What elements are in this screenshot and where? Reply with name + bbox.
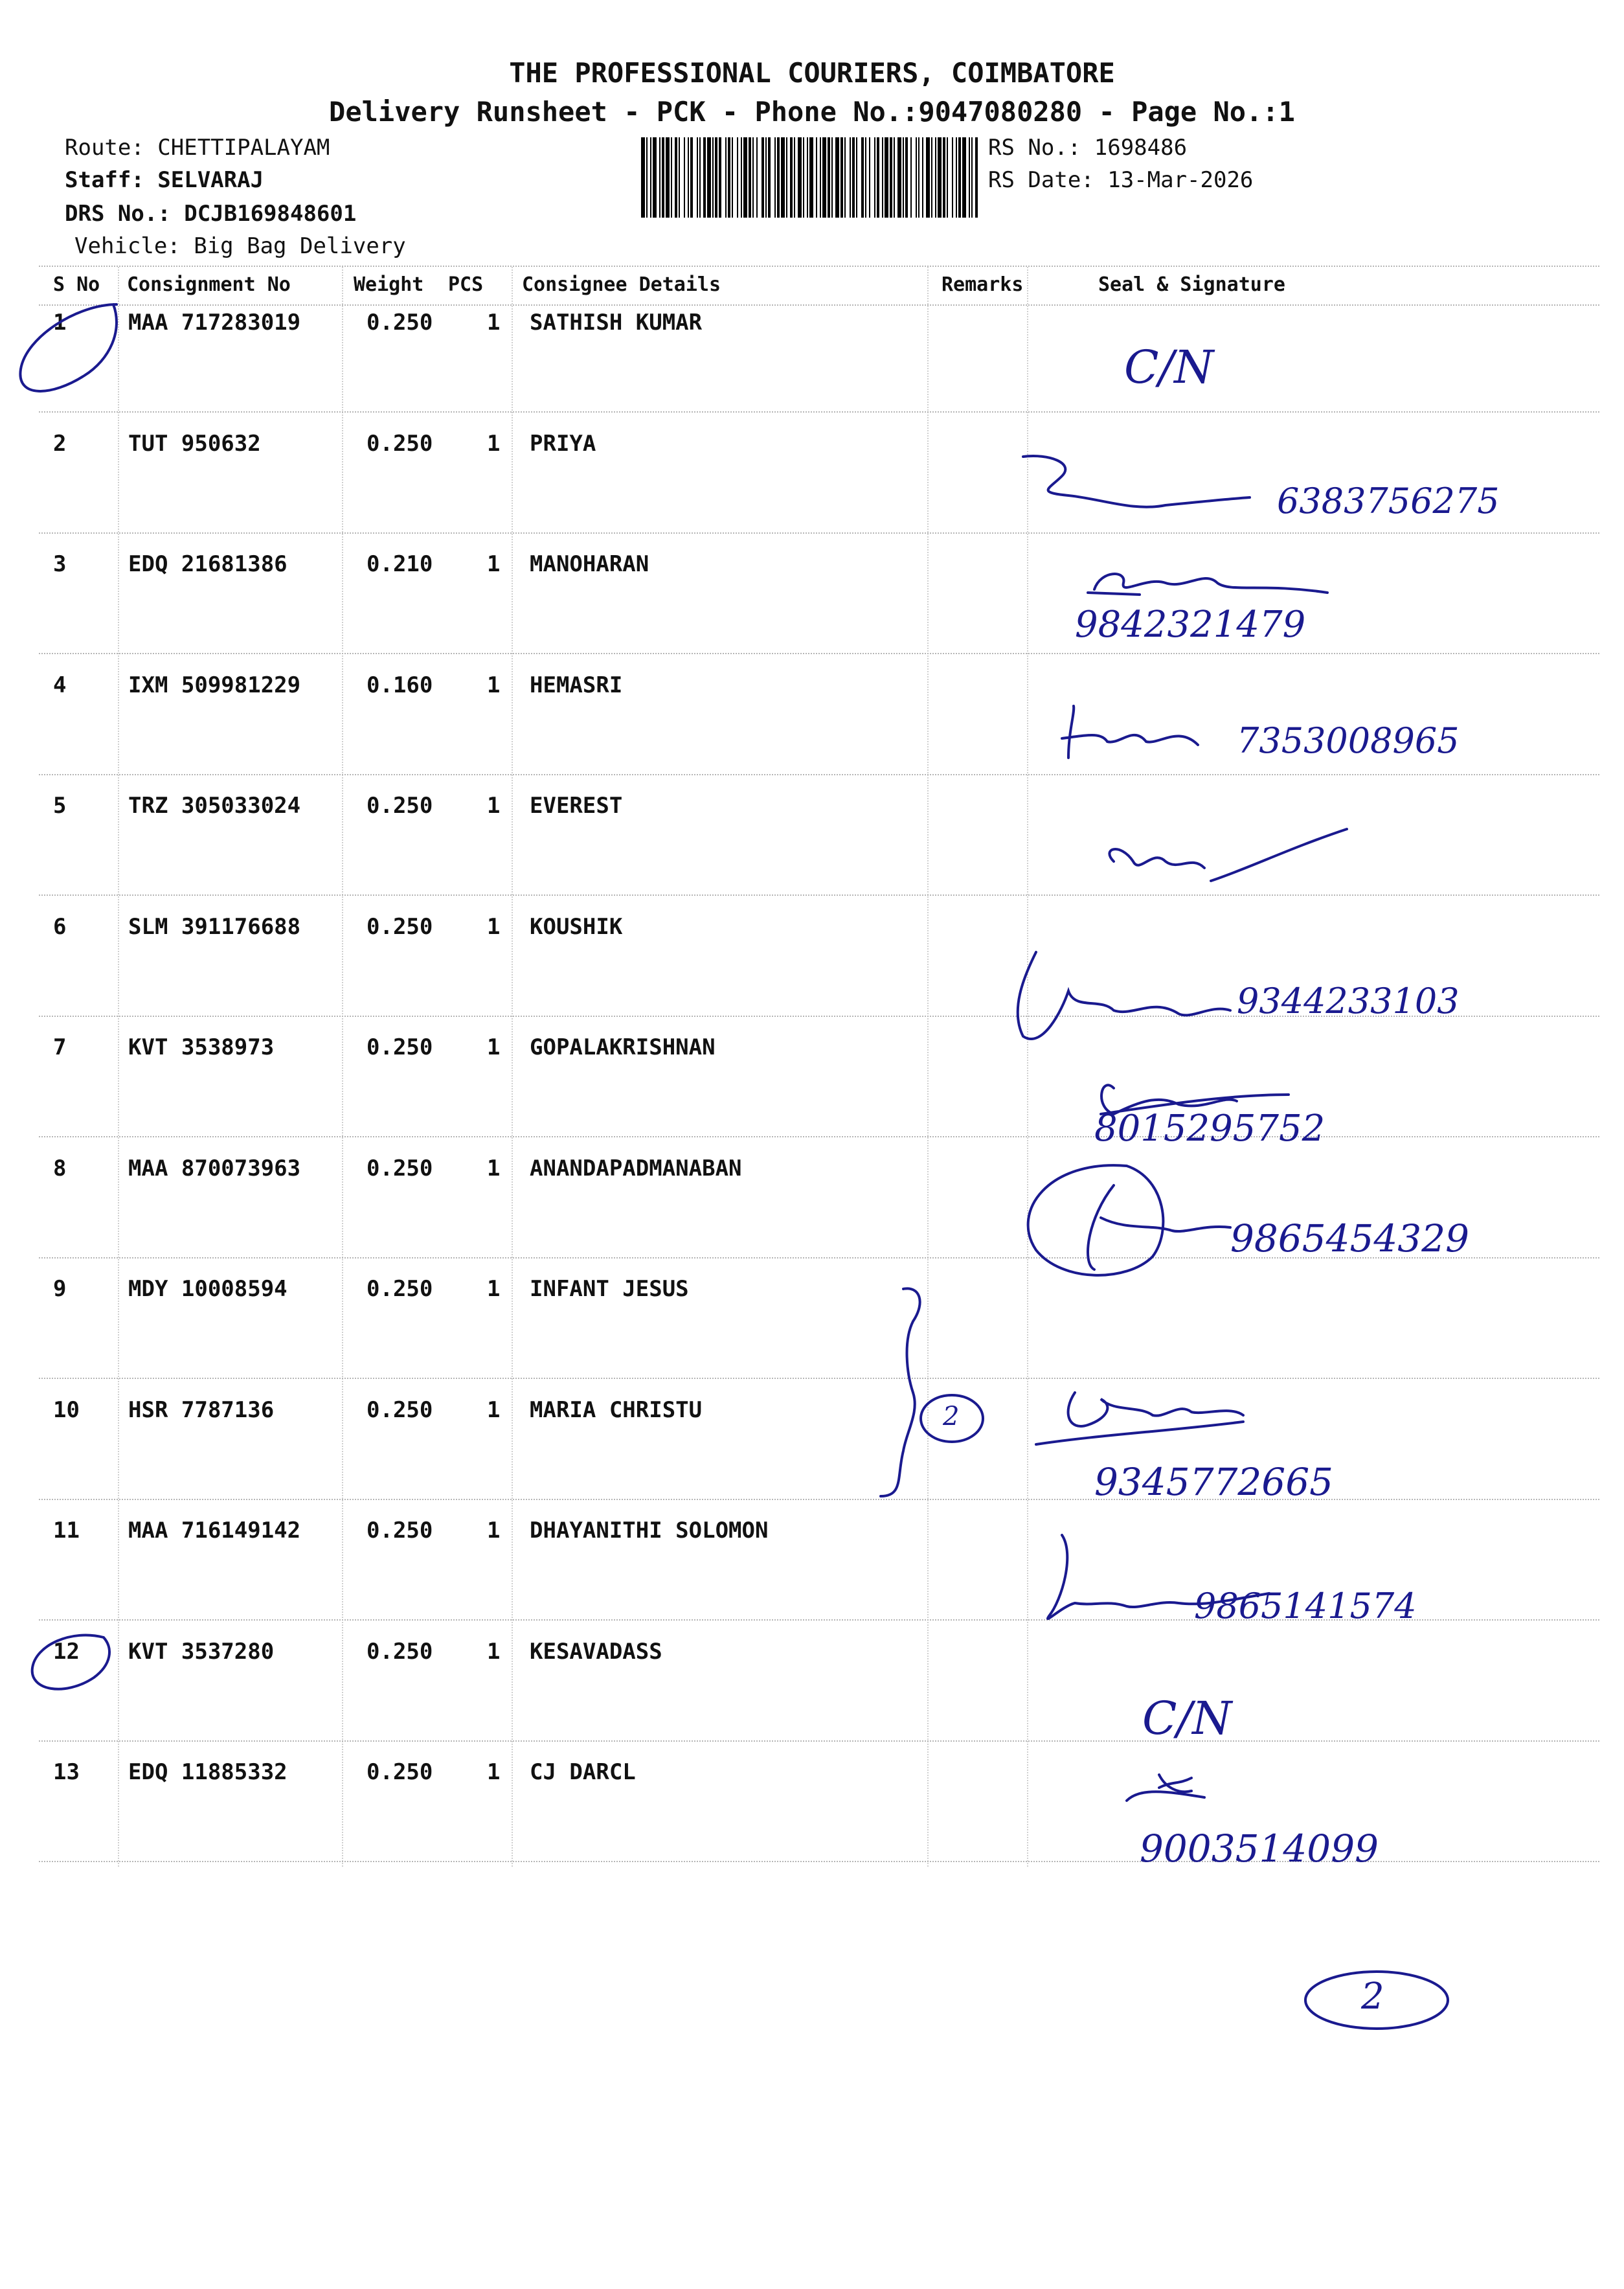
row-weight: 0.250 xyxy=(367,310,433,336)
barcode-bar xyxy=(922,137,923,218)
barcode-bar xyxy=(768,137,771,218)
signature-row-10 xyxy=(1036,1393,1243,1444)
handwritten-phone-row-2: 6383756275 xyxy=(1277,481,1500,521)
handwritten-phone-row-13: 9003514099 xyxy=(1140,1827,1379,1871)
barcode xyxy=(641,137,978,218)
barcode-bar xyxy=(975,137,978,218)
bracket-rows-9-10 xyxy=(881,1288,920,1496)
barcode-bar xyxy=(952,137,953,218)
col-separator xyxy=(927,267,929,1867)
barcode-bar xyxy=(820,137,821,218)
row-pcs: 1 xyxy=(487,551,501,577)
row-consignment: EDQ 11885332 xyxy=(128,1759,288,1785)
barcode-bar xyxy=(781,137,785,218)
row-pcs: 1 xyxy=(487,672,501,698)
handwritten-phone-row-3: 9842321479 xyxy=(1075,604,1306,646)
row-weight: 0.250 xyxy=(367,1759,433,1785)
barcode-bar xyxy=(931,137,932,218)
runsheet-subtitle: Delivery Runsheet - PCK - Phone No.:9047080280 - Page No.:1 xyxy=(329,96,1295,128)
header-rule xyxy=(39,304,1599,306)
barcode-bar xyxy=(749,137,751,218)
row-consignee: MARIA CHRISTU xyxy=(530,1397,703,1423)
barcode-bar xyxy=(699,137,701,218)
barcode-bar xyxy=(865,137,866,218)
barcode-bar xyxy=(943,137,945,218)
row-weight: 0.250 xyxy=(367,1639,433,1665)
row-pcs: 1 xyxy=(487,1518,501,1543)
row-consignee: SATHISH KUMAR xyxy=(530,310,703,336)
row-consignment: HSR 7787136 xyxy=(128,1397,275,1423)
row-weight: 0.250 xyxy=(367,1034,433,1060)
barcode-bar xyxy=(671,137,672,218)
handwritten-phone-row-8: 9865454329 xyxy=(1230,1216,1470,1260)
row-consignment: SLM 391176688 xyxy=(128,914,301,940)
barcode-bar xyxy=(894,137,895,218)
barcode-bar xyxy=(725,137,727,218)
row-sno: 8 xyxy=(53,1156,67,1181)
barcode-bar xyxy=(962,137,966,218)
barcode-bar xyxy=(856,137,857,218)
row-consignee: KESAVADASS xyxy=(530,1639,662,1665)
row-pcs: 1 xyxy=(487,1276,501,1302)
row-sno: 3 xyxy=(53,551,67,577)
row-consignment: TRZ 305033024 xyxy=(128,793,301,819)
col-header-consignment: Consignment No xyxy=(127,273,291,296)
barcode-bar xyxy=(877,137,879,218)
row-pcs: 1 xyxy=(487,793,501,819)
barcode-bar xyxy=(679,137,680,218)
handwritten-phone-row-11: 9865141574 xyxy=(1194,1586,1417,1626)
row-consignment: MDY 10008594 xyxy=(128,1276,288,1302)
row-weight: 0.250 xyxy=(367,914,433,940)
row-sno: 10 xyxy=(53,1397,80,1423)
col-separator xyxy=(118,267,119,1867)
row-weight: 0.250 xyxy=(367,1156,433,1181)
barcode-bar xyxy=(890,137,892,218)
row-weight: 0.160 xyxy=(367,672,433,698)
barcode-bar xyxy=(737,137,738,218)
barcode-bar xyxy=(666,137,670,218)
row-consignment: TUT 950632 xyxy=(128,431,261,457)
row-consignee: DHAYANITHI SOLOMON xyxy=(530,1518,769,1543)
barcode-bar xyxy=(777,137,780,218)
barcode-bar xyxy=(835,137,839,218)
signature-row-13 xyxy=(1127,1775,1204,1801)
row-divider xyxy=(39,532,1599,534)
barcode-bar xyxy=(844,137,846,218)
row-divider xyxy=(39,411,1599,413)
barcode-bar xyxy=(903,137,904,218)
col-header-weight: Weight xyxy=(354,273,424,296)
row-sno: 4 xyxy=(53,672,67,698)
barcode-bar xyxy=(786,137,787,218)
row-consignment: MAA 716149142 xyxy=(128,1518,301,1543)
barcode-bar xyxy=(752,137,754,218)
row-divider xyxy=(39,894,1599,896)
barcode-bar xyxy=(790,137,793,218)
barcode-bar xyxy=(861,137,864,218)
row-consignee: HEMASRI xyxy=(530,672,623,698)
barcode-bar xyxy=(675,137,677,218)
barcode-bar xyxy=(807,137,808,218)
barcode-bar xyxy=(822,137,826,218)
row-consignee: PRIYA xyxy=(530,431,596,457)
rs-date: RS Date: 13-Mar-2026 xyxy=(988,167,1254,193)
col-separator xyxy=(1027,267,1028,1867)
row-consignment: MAA 717283019 xyxy=(128,310,301,336)
barcode-bar xyxy=(741,137,742,218)
row-sno: 7 xyxy=(53,1034,67,1060)
row-weight: 0.250 xyxy=(367,1397,433,1423)
row-consignee: ANANDAPADMANABAN xyxy=(530,1156,742,1181)
col-header-consignee: Consignee Details xyxy=(522,273,721,296)
barcode-bar xyxy=(882,137,883,218)
staff-label: Staff: SELVARAJ xyxy=(65,167,264,193)
signature-row-2 xyxy=(1023,456,1250,507)
row-pcs: 1 xyxy=(487,1639,501,1665)
barcode-bar xyxy=(761,137,764,218)
barcode-bar xyxy=(688,137,689,218)
barcode-bar xyxy=(809,137,813,218)
handwritten-phone-row-6: 9344233103 xyxy=(1237,981,1460,1021)
col-separator xyxy=(342,267,343,1867)
col-header-sno: S No xyxy=(53,273,100,296)
barcode-bar xyxy=(774,137,776,218)
barcode-bar xyxy=(869,137,870,218)
row-consignee: INFANT JESUS xyxy=(530,1276,689,1302)
row-weight: 0.250 xyxy=(367,431,433,457)
row-pcs: 1 xyxy=(487,914,501,940)
barcode-bar xyxy=(697,137,698,218)
row-divider xyxy=(39,653,1599,654)
barcode-graphic xyxy=(641,137,978,218)
barcode-bar xyxy=(926,137,930,218)
barcode-bar xyxy=(956,137,957,218)
row-consignment: KVT 3538973 xyxy=(128,1034,275,1060)
row-sno: 13 xyxy=(53,1759,80,1785)
barcode-bar xyxy=(885,137,888,218)
barcode-bar xyxy=(850,137,851,218)
col-header-seal: Seal & Signature xyxy=(1098,273,1285,296)
row-pcs: 1 xyxy=(487,310,501,336)
row-consignee: GOPALAKRISHNAN xyxy=(530,1034,716,1060)
company-title: THE PROFESSIONAL COURIERS, COIMBATORE xyxy=(509,57,1115,89)
barcode-bar xyxy=(703,137,706,218)
row-consignment: EDQ 21681386 xyxy=(128,551,288,577)
row-consignee: MANOHARAN xyxy=(530,551,649,577)
barcode-bar xyxy=(969,137,970,218)
row-sno: 6 xyxy=(53,914,67,940)
row-sno: 11 xyxy=(53,1518,80,1543)
row-pcs: 1 xyxy=(487,1759,501,1785)
row-pcs: 1 xyxy=(487,431,501,457)
row-divider xyxy=(39,1740,1599,1742)
handwritten-phone-row-10: 9345772665 xyxy=(1094,1460,1334,1504)
row-sno: 1 xyxy=(53,310,67,336)
row-pcs: 1 xyxy=(487,1397,501,1423)
handwritten-phone-row-7: 8015295752 xyxy=(1094,1108,1325,1150)
row-consignee: KOUSHIK xyxy=(530,914,623,940)
handwritten-remark-rows-9-10: 2 xyxy=(943,1402,960,1431)
barcode-bar xyxy=(971,137,973,218)
barcode-bar xyxy=(852,137,855,218)
barcode-bar xyxy=(947,137,948,218)
signature-row-5 xyxy=(1109,829,1347,881)
handwritten-cn-row-12: C/N xyxy=(1142,1692,1232,1745)
signature-row-4 xyxy=(1062,706,1198,758)
barcode-bar xyxy=(712,137,714,218)
row-weight: 0.250 xyxy=(367,1276,433,1302)
barcode-bar xyxy=(828,137,830,218)
barcode-bar xyxy=(938,137,942,218)
row-pcs: 1 xyxy=(487,1034,501,1060)
barcode-bar xyxy=(816,137,817,218)
barcode-bar xyxy=(840,137,843,218)
row-weight: 0.210 xyxy=(367,551,433,577)
row-sno: 12 xyxy=(53,1639,80,1665)
handwritten-phone-row-4: 7353008965 xyxy=(1237,720,1460,761)
barcode-bar xyxy=(659,137,660,218)
row-weight: 0.250 xyxy=(367,793,433,819)
drs-number: DRS No.: DCJB169848601 xyxy=(65,201,357,227)
row-divider xyxy=(39,1378,1599,1379)
barcode-bar xyxy=(690,137,693,218)
row-divider xyxy=(39,1136,1599,1137)
row-sno: 5 xyxy=(53,793,67,819)
signature-row-3 xyxy=(1088,574,1327,595)
barcode-bar xyxy=(831,137,833,218)
barcode-bar xyxy=(798,137,802,218)
signature-row-6 xyxy=(1018,952,1230,1039)
barcode-bar xyxy=(874,137,875,218)
row-consignee: CJ DARCL xyxy=(530,1759,636,1785)
row-pcs: 1 xyxy=(487,1156,501,1181)
row-consignment: MAA 870073963 xyxy=(128,1156,301,1181)
row-consignment: KVT 3537280 xyxy=(128,1639,275,1665)
barcode-bar xyxy=(719,137,721,218)
vehicle-label: Vehicle: Big Bag Delivery xyxy=(74,233,406,259)
barcode-bar xyxy=(897,137,901,218)
row-consignment: IXM 509981229 xyxy=(128,672,301,698)
barcode-bar xyxy=(653,137,657,218)
barcode-bar xyxy=(715,137,717,218)
handwritten-cn-row-1: C/N xyxy=(1124,341,1214,394)
signature-row-8 xyxy=(1028,1165,1230,1275)
barcode-bar xyxy=(732,137,733,218)
barcode-bar xyxy=(935,137,936,218)
barcode-bar xyxy=(646,137,648,218)
col-header-pcs: PCS xyxy=(448,273,484,296)
col-header-remarks: Remarks xyxy=(942,273,1024,296)
table-top-rule xyxy=(39,266,1599,267)
rs-number: RS No.: 1698486 xyxy=(988,135,1188,161)
handwritten-page-total: 2 xyxy=(1361,1976,1384,2018)
barcode-bar xyxy=(765,137,767,218)
barcode-bar xyxy=(684,137,685,218)
barcode-bar xyxy=(794,137,795,218)
barcode-bar xyxy=(662,137,664,218)
barcode-bar xyxy=(916,137,917,218)
barcode-bar xyxy=(918,137,919,218)
row-sno: 2 xyxy=(53,431,67,457)
row-weight: 0.250 xyxy=(367,1518,433,1543)
barcode-bar xyxy=(641,137,645,218)
row-divider xyxy=(39,1499,1599,1500)
col-separator xyxy=(512,267,513,1867)
barcode-bar xyxy=(728,137,730,218)
barcode-bar xyxy=(803,137,804,218)
row-sno: 9 xyxy=(53,1276,67,1302)
row-consignee: EVEREST xyxy=(530,793,623,819)
barcode-bar xyxy=(905,137,908,218)
row-divider xyxy=(39,774,1599,775)
barcode-bar xyxy=(743,137,747,218)
route-label: Route: CHETTIPALAYAM xyxy=(65,135,330,161)
barcode-bar xyxy=(756,137,758,218)
barcode-bar xyxy=(910,137,912,218)
barcode-bar xyxy=(958,137,961,218)
circle-mark-row-1 xyxy=(20,304,117,391)
barcode-bar xyxy=(650,137,651,218)
barcode-bar xyxy=(707,137,711,218)
